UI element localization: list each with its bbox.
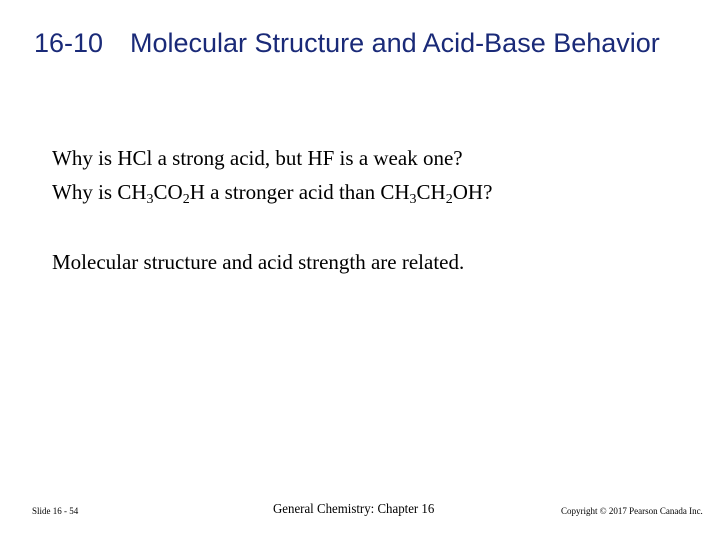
- statement-text: Molecular structure and acid strength are related.: [52, 250, 465, 274]
- question-acetic-ethanol: [52, 180, 493, 207]
- q2-mid-1: CO: [153, 180, 183, 204]
- q2-mid-2: H a stronger acid than CH: [189, 180, 410, 204]
- q2-sub-4: 2: [445, 192, 453, 207]
- section-number: 16-10: [34, 28, 104, 58]
- q2-mid-3: CH: [416, 180, 446, 204]
- question-hcl-hf: Why is HCl a strong acid, but HF is a weak one?: [52, 146, 463, 170]
- q2-sub-2: 2: [182, 192, 190, 207]
- footer-copyright: Copyright © 2017 Pearson Canada Inc.: [561, 506, 703, 516]
- q2-sub-1: 3: [146, 192, 154, 207]
- q2-prefix: Why is CH: [52, 180, 147, 204]
- slide-number: Slide 16 - 54: [32, 506, 79, 516]
- footer-chapter: General Chemistry: Chapter 16: [273, 502, 435, 517]
- q2-suffix: OH?: [452, 180, 493, 204]
- q2-sub-3: 3: [409, 192, 417, 207]
- section-title: Molecular Structure and Acid-Base Behavior: [130, 28, 660, 58]
